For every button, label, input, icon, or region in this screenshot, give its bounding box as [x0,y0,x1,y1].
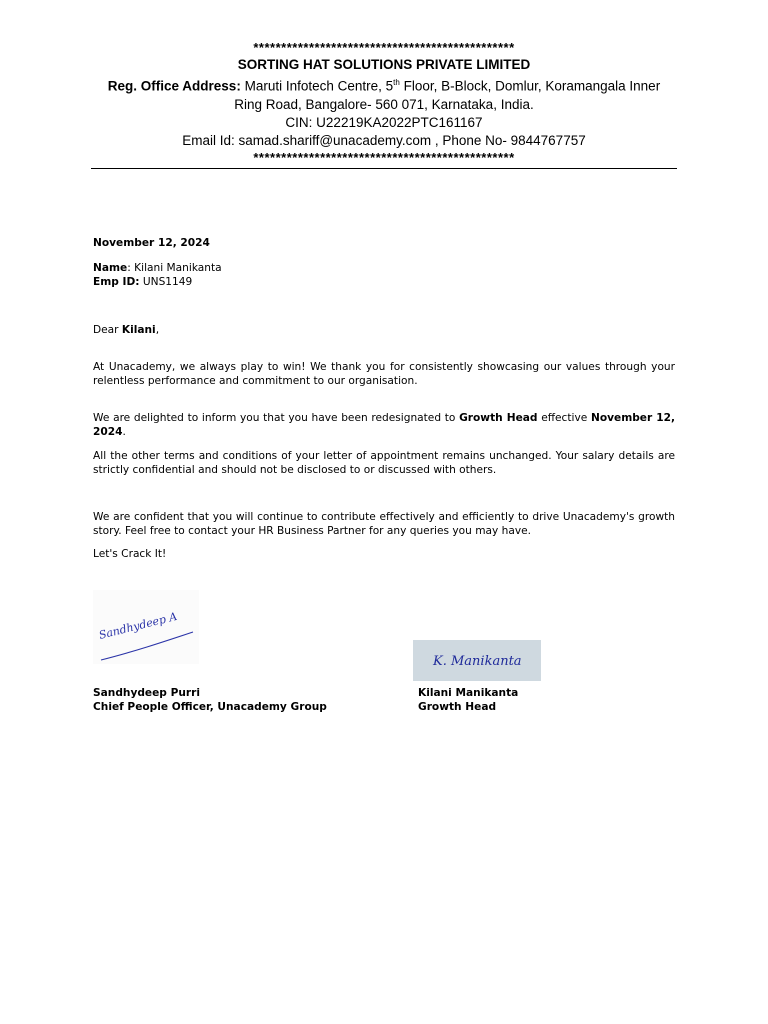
company-name: SORTING HAT SOLUTIONS PRIVATE LIMITED [237,57,531,72]
closing-line: Let's Crack It! [93,548,167,560]
paragraph-4: We are confident that you will continue to contribute effectively and efficiently to drive Unacademy's growth story. Feel free to contact your HR Business Partner for any queries you may have. [93,511,675,537]
signatory-right-title: Growth Head [418,700,497,713]
emp-id-label: Emp ID: [93,275,140,288]
signature-manikanta [413,640,541,681]
signature-sandhydeep [93,590,199,664]
letter-date [93,237,675,251]
paragraph-2 [93,412,675,439]
stars-divider-top: *********************************************** [253,40,515,55]
address-superscript: th [393,78,400,87]
name-label: Name [93,262,128,274]
address-line-2: Ring Road, Bangalore- 560 071, Karnataka, India. [234,96,534,112]
header-rule [91,168,677,169]
contact-line: Email Id: samad.shariff@unacademy.com , Phone No- 9844767757 [182,132,586,148]
salutation [93,324,675,338]
name-line [93,262,675,276]
emp-id-line [93,276,675,290]
salutation-name: Kilani [121,324,156,336]
emp-id-value: UNS1149 [139,275,193,288]
signatory-right [418,687,518,714]
stars-divider-bottom: *********************************************** [253,149,515,165]
letterhead [92,40,676,166]
name-value: : Kilani Manikanta [127,262,222,274]
signatory-right-name: Kilani Manikanta [418,687,519,699]
date-text: November 12, 2024 [93,237,210,249]
para2-mid: effective [537,412,591,424]
signatory-left [93,687,327,714]
address-part-1: Maruti Infotech Centre, 5 [244,78,394,94]
signature-right-text: K. Manikanta [433,654,522,669]
signature-left-text: Sandhydeep A [97,609,179,642]
cin-number: CIN: U22219KA2022PTC161167 [285,114,483,130]
para2-pre: We are delighted to inform you that you have been redesignated to [93,412,460,424]
salutation-post: , [155,324,160,336]
para2-role: Growth Head [459,412,538,424]
address-part-2: Floor, B-Block, Domlur, Koramangala Inner [399,78,661,94]
signatory-left-name: Sandhydeep Purri [93,687,200,699]
reg-office-label: Reg. Office Address: [107,78,241,94]
para2-post: . [122,425,126,438]
recipient-details [93,262,675,289]
paragraph-3: All the other terms and conditions of your letter of appointment remains unchanged. Your salary details are strictly confidential and should not be disclosed to or discussed with others. [93,450,675,476]
salutation-pre: Dear [93,324,122,336]
signatory-left-title: Chief People Officer, Unacademy Group [93,700,327,713]
paragraph-1: At Unacademy, we always play to win! We thank you for consistently showcasing our values through your relentless performance and commitment to our organisation. [93,361,675,387]
para2-date: November 12, 2024 [93,412,676,438]
registered-address [92,74,676,96]
